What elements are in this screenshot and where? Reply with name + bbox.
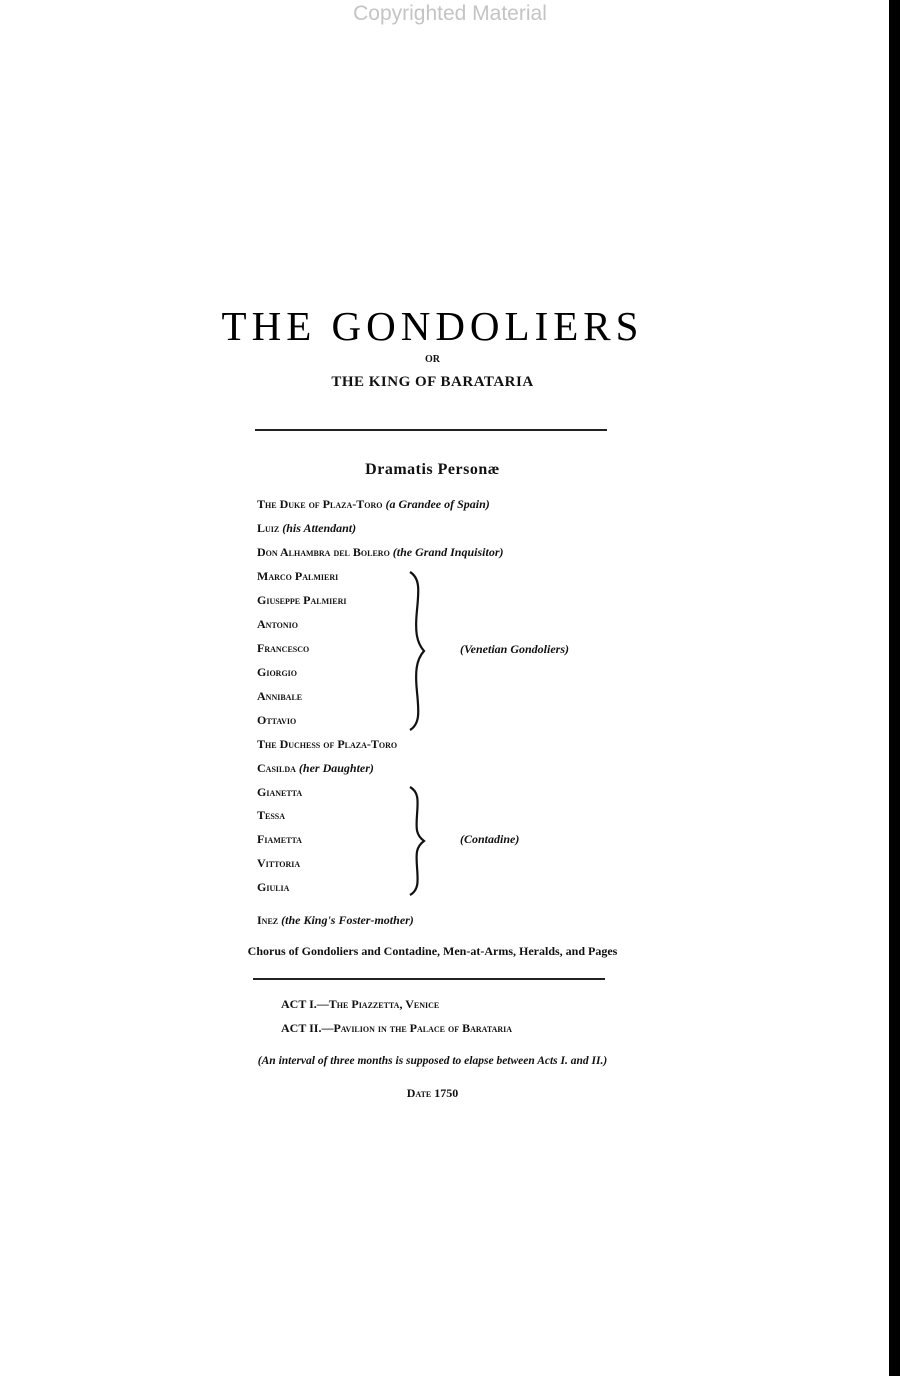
role-francesco: Francesco bbox=[257, 641, 310, 655]
role-duke: The Duke of Plaza-Toro (a Grandee of Spain) bbox=[257, 497, 490, 511]
role-annibale: Annibale bbox=[257, 689, 303, 703]
role-giorgio: Giorgio bbox=[257, 665, 298, 679]
role-duchess: The Duchess of Plaza-Toro bbox=[257, 737, 398, 751]
act-two: ACT II.—Pavilion in the Palace of Barataria bbox=[281, 1021, 513, 1035]
contadine-label: (Contadine) bbox=[460, 832, 520, 846]
chorus-line: Chorus of Gondoliers and Contadine, Men-at-Arms, Heralds, and Pages bbox=[247, 944, 618, 958]
role-vittoria: Vittoria bbox=[257, 856, 301, 870]
contadine-brace bbox=[402, 785, 432, 897]
top-divider bbox=[255, 429, 607, 431]
role-ottavio: Ottavio bbox=[257, 713, 297, 727]
role-don-alhambra: Don Alhambra del Bolero (the Grand Inquisitor) bbox=[257, 545, 504, 559]
role-gianetta: Gianetta bbox=[257, 785, 303, 799]
dramatis-personae-heading: Dramatis Personæ bbox=[365, 461, 500, 478]
role-tessa: Tessa bbox=[257, 808, 286, 822]
copyright-watermark: Copyrighted Material bbox=[353, 2, 547, 25]
play-title: THE GONDOLIERS bbox=[221, 303, 644, 349]
role-fiametta: Fiametta bbox=[257, 832, 302, 846]
gondoliers-brace bbox=[402, 570, 432, 732]
date-line: Date 1750 bbox=[406, 1086, 459, 1100]
play-subtitle: THE KING OF BARATARIA bbox=[331, 374, 534, 390]
role-marco: Marco Palmieri bbox=[257, 569, 339, 583]
role-giuseppe: Giuseppe Palmieri bbox=[257, 593, 347, 607]
page-edge-border bbox=[889, 0, 900, 1376]
role-luiz: Luiz (his Attendant) bbox=[257, 521, 357, 535]
role-antonio: Antonio bbox=[257, 617, 298, 631]
title-or: OR bbox=[425, 354, 440, 365]
role-casilda: Casilda (her Daughter) bbox=[257, 761, 374, 775]
bottom-divider bbox=[253, 978, 605, 980]
role-giulia: Giulia bbox=[257, 880, 290, 894]
role-inez: Inez (the King's Foster-mother) bbox=[257, 913, 414, 927]
interval-note: (An interval of three months is supposed to elapse between Acts I. and II.) bbox=[257, 1055, 608, 1067]
act-one: ACT I.—The Piazzetta, Venice bbox=[281, 997, 440, 1011]
gondoliers-label: (Venetian Gondoliers) bbox=[460, 642, 570, 656]
